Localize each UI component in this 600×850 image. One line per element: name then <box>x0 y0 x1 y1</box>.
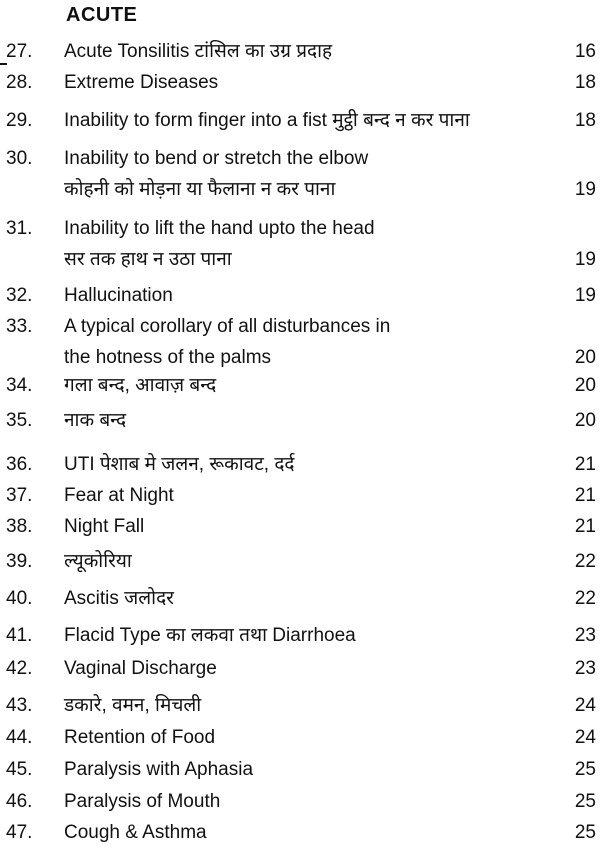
entry-number: 42. <box>6 658 33 679</box>
entry-title <box>64 653 564 684</box>
entry-title-line: गला बन्द, आवाज़ बन्द <box>64 375 217 396</box>
entry-page-number: 22 <box>574 551 596 572</box>
entry-title-line: Extreme Diseases <box>64 72 219 93</box>
toc-entry <box>0 722 600 753</box>
entry-page-number: 20 <box>574 375 596 396</box>
section-heading: ACUTE <box>66 4 138 26</box>
entry-title-line: Inability to bend or stretch the elbow <box>64 148 369 169</box>
toc-entry <box>0 690 600 721</box>
toc-entry <box>0 105 600 136</box>
entry-title <box>64 511 564 542</box>
entry-title-line: Inability to lift the hand upto the head <box>64 218 375 239</box>
entry-title <box>64 280 564 311</box>
entry-page-number: 19 <box>574 249 596 270</box>
entry-number: 44. <box>6 727 33 748</box>
entry-number: 43. <box>6 695 33 716</box>
entry-number: 33. <box>6 316 33 337</box>
entry-number: 39. <box>6 551 33 572</box>
entry-number: 34. <box>6 375 33 396</box>
entry-title-line: Ascitis जलोदर <box>64 588 174 609</box>
entry-title <box>64 817 564 848</box>
toc-entry <box>0 143 600 205</box>
entry-title <box>64 480 564 511</box>
entry-page-number: 25 <box>574 759 596 780</box>
entry-title <box>64 370 564 401</box>
entry-page-number: 24 <box>574 695 596 716</box>
entry-page-number: 24 <box>574 727 596 748</box>
entry-number: 29. <box>6 110 33 131</box>
entry-title <box>64 213 564 275</box>
entry-number: 45. <box>6 759 33 780</box>
entry-title-line: ल्यूकोरिया <box>64 551 132 572</box>
entry-title <box>64 36 564 67</box>
entry-title-line: सर तक हाथ न उठा पाना <box>64 249 232 270</box>
entry-title <box>64 690 564 721</box>
entry-title <box>64 620 564 651</box>
entry-title-line: Night Fall <box>64 516 145 537</box>
entry-title-line: Flacid Type का लकवा तथा Diarrhoea <box>64 625 356 646</box>
toc-entry <box>0 311 600 373</box>
toc-entry <box>0 213 600 275</box>
entry-page-number: 16 <box>574 41 596 62</box>
toc-entry <box>0 583 600 614</box>
entry-number: 31. <box>6 218 33 239</box>
entry-number: 36. <box>6 454 33 475</box>
margin-tick-mark <box>0 63 7 65</box>
entry-number: 46. <box>6 791 33 812</box>
toc-entry <box>0 620 600 651</box>
entry-title-line: A typical corollary of all disturbances in <box>64 316 391 337</box>
toc-entry <box>0 546 600 577</box>
entry-title-line: नाक बन्द <box>64 410 127 431</box>
entry-number: 28. <box>6 72 33 93</box>
toc-entry <box>0 67 600 98</box>
toc-entry <box>0 754 600 785</box>
toc-entry <box>0 405 600 436</box>
entry-title-line: Fear at Night <box>64 485 174 506</box>
entry-number: 40. <box>6 588 33 609</box>
toc-entry <box>0 817 600 848</box>
entry-number: 30. <box>6 148 33 169</box>
entry-title <box>64 583 564 614</box>
entry-page-number: 21 <box>574 485 596 506</box>
entry-title-line: Vaginal Discharge <box>64 658 217 679</box>
entry-page-number: 20 <box>574 410 596 431</box>
entry-number: 38. <box>6 516 33 537</box>
entry-title <box>64 143 564 205</box>
entry-page-number: 21 <box>574 516 596 537</box>
entry-page-number: 20 <box>574 347 596 368</box>
entry-title <box>64 786 564 817</box>
toc-entry <box>0 36 600 67</box>
entry-title-line: Acute Tonsilitis टांसिल का उग्र प्रदाह <box>64 41 333 62</box>
entry-title-line: Retention of Food <box>64 727 216 748</box>
entry-page-number: 25 <box>574 791 596 812</box>
entry-title-line: Paralysis of Mouth <box>64 791 221 812</box>
entry-number: 37. <box>6 485 33 506</box>
entry-title <box>64 449 564 480</box>
entry-page-number: 19 <box>574 179 596 200</box>
entry-page-number: 25 <box>574 822 596 843</box>
entry-page-number: 18 <box>574 110 596 131</box>
entry-title-line: Inability to form finger into a fist मुट्ठी बन्द न कर पाना <box>64 110 470 131</box>
entry-title <box>64 67 564 98</box>
entry-page-number: 21 <box>574 454 596 475</box>
toc-entry <box>0 786 600 817</box>
entry-number: 35. <box>6 410 33 431</box>
entry-title-line: Cough & Asthma <box>64 822 207 843</box>
entry-title <box>64 311 564 373</box>
entry-page-number: 23 <box>574 658 596 679</box>
entry-number: 27. <box>6 41 33 62</box>
entry-number: 47. <box>6 822 33 843</box>
toc-entry <box>0 449 600 480</box>
entry-title-line: कोहनी को मोड़ना या फैलाना न कर पाना <box>64 179 336 200</box>
toc-entry <box>0 480 600 511</box>
entry-page-number: 19 <box>574 285 596 306</box>
toc-entry <box>0 370 600 401</box>
entry-page-number: 18 <box>574 72 596 93</box>
toc-entry <box>0 653 600 684</box>
entry-title-line: the hotness of the palms <box>64 347 272 368</box>
entry-page-number: 23 <box>574 625 596 646</box>
entry-page-number: 22 <box>574 588 596 609</box>
entry-title-line: UTI पेशाब मे जलन, रूकावट, दर्द <box>64 454 295 475</box>
toc-entry <box>0 511 600 542</box>
entry-number: 41. <box>6 625 33 646</box>
toc-entry <box>0 280 600 311</box>
entry-title-line: डकारे, वमन, मिचली <box>64 695 202 716</box>
entry-title-line: Paralysis with Aphasia <box>64 759 254 780</box>
entry-title <box>64 546 564 577</box>
entry-title-line: Hallucination <box>64 285 173 306</box>
entry-title <box>64 722 564 753</box>
entry-title <box>64 105 564 136</box>
entry-title <box>64 405 564 436</box>
entry-number: 32. <box>6 285 33 306</box>
entry-title <box>64 754 564 785</box>
